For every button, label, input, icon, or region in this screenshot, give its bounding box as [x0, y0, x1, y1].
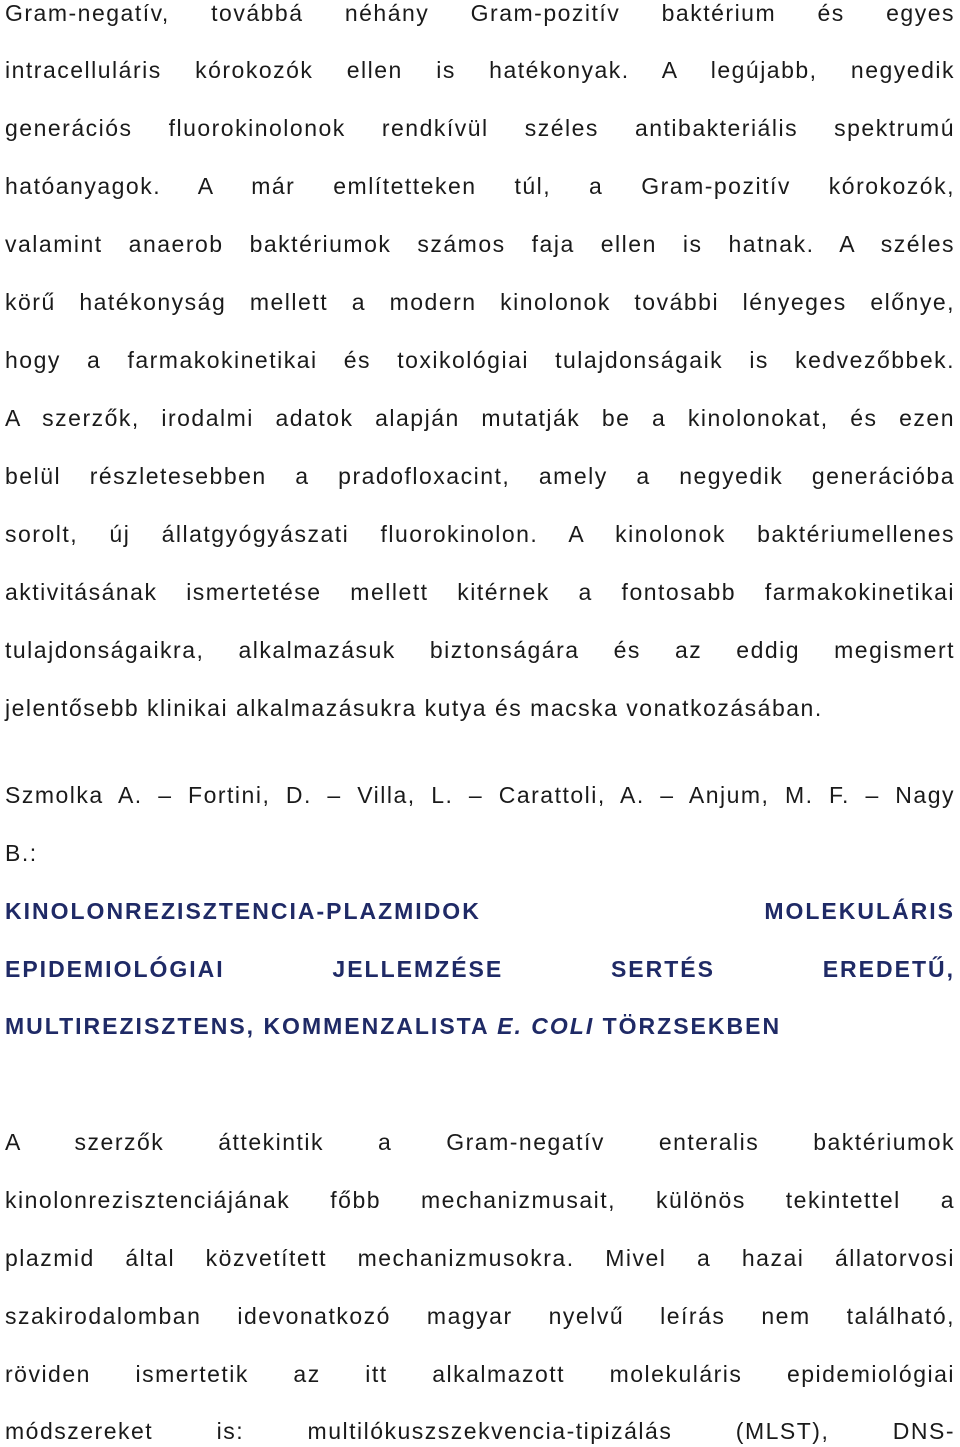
text-line: jelentősebb klinikai alkalmazásukra kutya és macska vonatkozásában. — [5, 695, 823, 721]
author-line: Szmolka A. – Fortini, D. – Villa, L. – Carattoli, A. – Anjum, M. F. – Nagy — [5, 782, 955, 808]
text-line: körű hatékonyság mellett a modern kinolonok további lényeges előnye, — [5, 289, 955, 315]
text-line: Gram-negatív, továbbá néhány Gram-pozitív baktérium és egyes — [5, 0, 955, 26]
text-line: hogy a farmakokinetikai és toxikológiai tulajdonságaik is kedvezőbbek. — [5, 347, 955, 373]
title-line: KINOLONREZISZTENCIA-PLAZMIDOK MOLEKULÁRIS — [5, 898, 955, 924]
text-line: röviden ismertetik az itt alkalmazott molekuláris epidemiológiai — [5, 1361, 955, 1387]
title-text: MULTIREZISZTENS, KOMMENZALISTA — [5, 1013, 498, 1039]
text-line: belül részletesebben a pradofloxacint, amely a negyedik generációba — [5, 463, 955, 489]
text-line: sorolt, új állatgyógyászati fluorokinolon. A kinolonok baktériumellenes — [5, 521, 955, 547]
title-line: EPIDEMIOLÓGIAI JELLEMZÉSE SERTÉS EREDETŰ, — [5, 956, 955, 982]
text-line: A szerzők, irodalmi adatok alapján mutatják be a kinolonokat, és ezen — [5, 405, 955, 431]
text-line: A szerzők áttekintik a Gram-negatív enteralis baktériumok — [5, 1129, 955, 1155]
text-line: módszereket is: multilókuszszekvencia-tipizálás (MLST), DNS- — [5, 1418, 955, 1444]
title-italic-species: E. COLI — [497, 1013, 595, 1039]
text-line: tulajdonságaikra, alkalmazásuk biztonságára és az eddig megismert — [5, 637, 955, 663]
text-line: aktivitásának ismertetése mellett kitérnek a fontosabb farmakokinetikai — [5, 579, 955, 605]
text-line: hatóanyagok. A már említetteken túl, a Gram-pozitív kórokozók, — [5, 173, 955, 199]
text-line: plazmid által közvetített mechanizmusokra. Mivel a hazai állatorvosi — [5, 1245, 955, 1271]
text-line: valamint anaerob baktériumok számos faja ellen is hatnak. A széles — [5, 231, 955, 257]
text-line: generációs fluorokinolonok rendkívül széles antibakteriális spektrumú — [5, 115, 955, 141]
title-text: TÖRZSEKBEN — [594, 1013, 782, 1039]
text-line: kinolonrezisztenciájának főbb mechanizmusait, különös tekintettel a — [5, 1187, 955, 1213]
text-line: szakirodalomban idevonatkozó magyar nyelvű leírás nem található, — [5, 1303, 955, 1329]
text-line: intracelluláris kórokozók ellen is hatékonyak. A legújabb, negyedik — [5, 57, 955, 83]
title-line — [5, 1013, 955, 1039]
author-line: B.: — [5, 840, 38, 866]
